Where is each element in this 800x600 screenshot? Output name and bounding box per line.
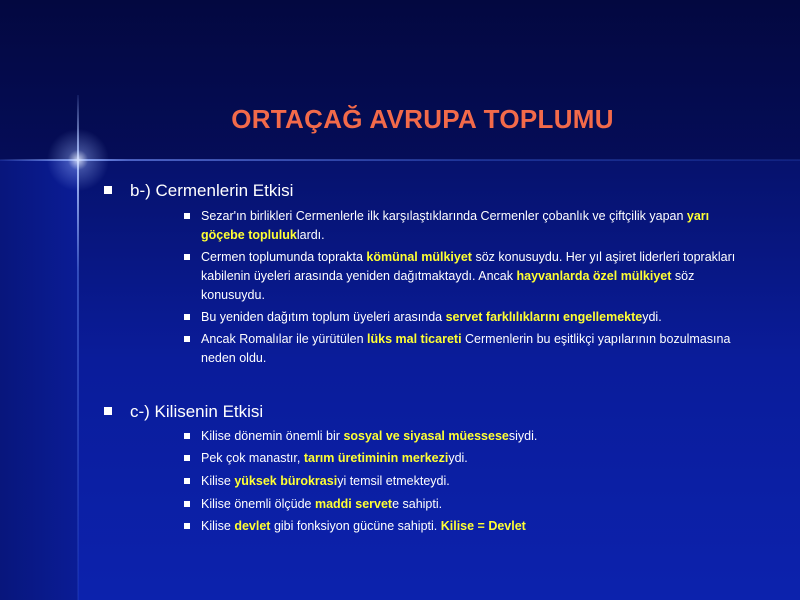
text-segment: Cermenlerin bu eşitlikçi yapılarının bozulmasına neden oldu. <box>201 332 731 365</box>
highlighted-text: servet farklılıklarını engellemekte <box>445 310 643 324</box>
list-item-text <box>201 207 749 245</box>
highlighted-text: kömünal mülkiyet <box>366 250 472 264</box>
list-item-text <box>201 495 749 514</box>
list-item <box>184 427 749 446</box>
list-item <box>184 308 749 327</box>
section-heading: c-) Kilisenin Etkisi <box>130 402 264 421</box>
small-square-bullet-icon <box>184 455 190 461</box>
text-segment: Cermen toplumunda toprakta <box>201 250 367 264</box>
text-segment: Ancak Romalılar ile yürütülen <box>201 332 368 346</box>
small-square-bullet-icon <box>184 523 190 529</box>
list-item-text <box>201 517 749 536</box>
list-item <box>184 330 749 368</box>
text-segment: söz konusuydu. Her yıl aşiret liderleri toprakları kabilenin üyeleri arasında yeniden dağıtmaktaydı. Ancak <box>201 250 736 283</box>
square-bullet-icon <box>104 407 112 415</box>
text-segment: Kilise <box>201 519 235 533</box>
text-segment: söz konusuydu. <box>201 269 695 302</box>
section-heading: b-) Cermenlerin Etkisi <box>130 181 294 200</box>
text-segment: siydi. <box>508 429 538 443</box>
highlighted-text: maddi servet <box>314 497 393 511</box>
list-item <box>184 248 749 305</box>
list-item-text <box>201 248 749 305</box>
highlighted-text: Kilise = Devlet <box>440 519 526 533</box>
small-square-bullet-icon <box>184 501 190 507</box>
text-segment: e sahipti. <box>392 497 443 511</box>
small-square-bullet-icon <box>184 254 190 260</box>
text-segment: Kilise dönemin önemli bir <box>201 429 344 443</box>
square-bullet-icon <box>104 186 112 194</box>
text-segment: Kilise önemli ölçüde <box>201 497 315 511</box>
list-item-text <box>201 472 749 491</box>
slide-title: ORTAÇAĞ AVRUPA TOPLUMU <box>231 104 614 134</box>
small-square-bullet-icon <box>184 314 190 320</box>
highlighted-text: tarım üretiminin merkezi <box>303 451 449 465</box>
small-square-bullet-icon <box>184 478 190 484</box>
highlighted-text: yarı göçebe topluluk <box>201 209 710 242</box>
list-item <box>184 449 749 468</box>
highlighted-text: hayvanlarda özel mülkiyet <box>516 269 672 283</box>
list-item-text <box>201 449 749 468</box>
highlighted-text: sosyal ve siyasal müessese <box>343 429 509 443</box>
small-square-bullet-icon <box>184 213 190 219</box>
list-item <box>184 207 749 245</box>
list-item <box>184 495 749 514</box>
text-segment: Bu yeniden dağıtım toplum üyeleri arasında <box>201 310 446 324</box>
text-segment: Pek çok manastır, <box>201 451 304 465</box>
text-segment: yi temsil etmekteydi. <box>337 474 450 488</box>
list-item <box>184 472 749 491</box>
list-item-text <box>201 308 749 327</box>
highlighted-text: yüksek bürokrasi <box>234 474 338 488</box>
text-segment: ydi. <box>642 310 662 324</box>
text-segment: ydi. <box>448 451 468 465</box>
small-square-bullet-icon <box>184 336 190 342</box>
text-segment: Sezar'ın birlikleri Cermenlerle ilk karşılaştıklarında Cermenler çobanlık ve çiftçilik yapan <box>201 209 687 223</box>
text-segment: lardı. <box>296 228 325 242</box>
list-item-text <box>201 330 749 368</box>
highlighted-text: lüks mal ticareti <box>367 332 462 346</box>
highlighted-text: devlet <box>234 519 271 533</box>
list-item-text <box>201 427 749 446</box>
list-item <box>184 517 749 536</box>
text-segment: Kilise <box>201 474 235 488</box>
text-segment: gibi fonksiyon gücüne sahipti. <box>270 519 441 533</box>
small-square-bullet-icon <box>184 433 190 439</box>
